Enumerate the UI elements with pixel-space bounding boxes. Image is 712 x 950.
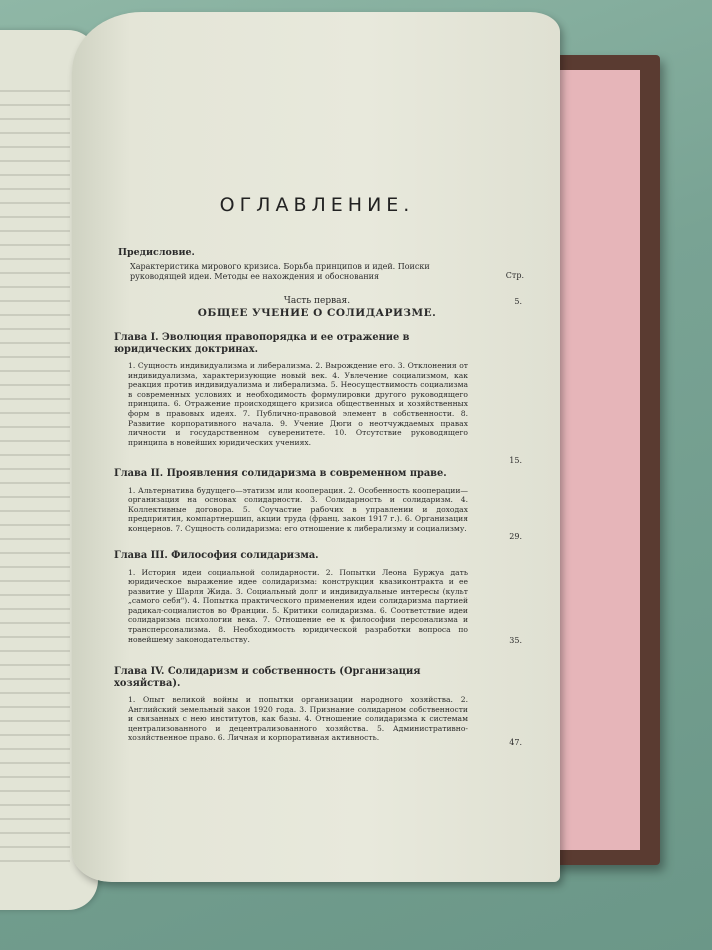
chapter-title: Глава III. Философия солидаризма. (114, 550, 319, 561)
preface-title: Предисловие. (118, 247, 195, 258)
left-page-text-lines (0, 90, 70, 870)
part-label: Часть первая. (283, 296, 351, 306)
chapter-4 (112, 666, 522, 747)
chapter-2 (112, 468, 522, 541)
chapter-title: Глава I. Эволюция правопорядка и ее отражение в юридических доктринах. (114, 332, 410, 355)
contents-page (72, 12, 560, 882)
chapter-title: Глава II. Проявления солидаризма в современном праве. (114, 468, 447, 479)
part-title: ОБЩЕЕ УЧЕНИЕ О СОЛИДАРИЗМЕ. (197, 307, 437, 319)
chapter-summary: 1. Опыт великой войны и попытки организации народного хозяйства. 2. Английский земельный закон 1920 года. 3. Признание солидарном собственности и связанных с нею институтов, как базы. 4. Отношение солидаризма к системам централизованного и децентрализованного хозяйства. 5. Административно-хозяйственное право. 6. Личная и корпоративная активность. (128, 695, 468, 743)
chapter-page-number: 35. (509, 636, 522, 645)
chapter-title: Глава IV. Солидаризм и собственность (Организация хозяйства). (114, 666, 421, 689)
chapter-page-number: 15. (509, 456, 522, 465)
page-title: ОГЛАВЛЕНИЕ. (219, 194, 415, 216)
chapter-page-number: 29. (509, 532, 522, 541)
chapter-summary: 1. Альтернатива будущего—этатизм или кооперация. 2. Особенность кооперации—организация на основах солидарности. 3. Солидарность и солидаризм. 4. Коллективные договора. 5. Соучастие рабочих в управлении и доходах предприятия, компартнершип, акции труда (франц. закон 1917 г.). 6. Организация концернов. 7. Сущность солидаризма: его отношение к либерализму и социализму. (128, 485, 468, 533)
preface-text: Характеристика мирового кризиса. Борьба принципов и идей. Поиски руководящей идеи. Методы ее нахождения и обоснования (130, 262, 430, 281)
page-column-label: Стр. (505, 271, 524, 280)
chapter-summary: 1. Сущность индивидуализма и либерализма. 2. Вырождение его. 3. Отклонения от индивидуализма, характеризующие новый век. 4. Увлечение социализмом, как реакция против индивидуализма и либерализма. 5. Неосуществимость социализма в современных условиях и необходимость формулировки другого руководящего принципа. 6. Отражение происходящего кризиса общественных и хозяйственных форм в правовых идеях. 7. Публично-правовой элемент в собственности. 8. Развитие корпоративного начала. 9. Учение Дюги о неотчуждаемых правах личности и государственном суверенитете. 10. Отсутствие руководящего принципа в новейших юридических учениях. (128, 361, 468, 447)
chapter-3 (112, 550, 522, 644)
chapter-page-number: 47. (509, 738, 522, 747)
chapter-1 (112, 332, 522, 465)
chapter-summary: 1. История идеи социальной солидарности. 2. Попытки Леона Буржуа дать юридическое выражение идее солидаризма: конструкция квазиконтракта и ее развитие у Шарля Жида. 3. Социальный долг и индивидуальные интересы (культ „самого себя"). 4. Попытка практического применения идеи солидаризма партией радикал-социалистов во Франции. 5. Критики солидаризма. 6. Соответствие идеи солидаризма психологии века. 7. Отношение ее к философии персонализма и трансперсонализма. 8. Необходимость юридической разработки вопроса по новейшему законодательству. (128, 567, 468, 644)
preface-page-number: 5. (514, 297, 522, 306)
